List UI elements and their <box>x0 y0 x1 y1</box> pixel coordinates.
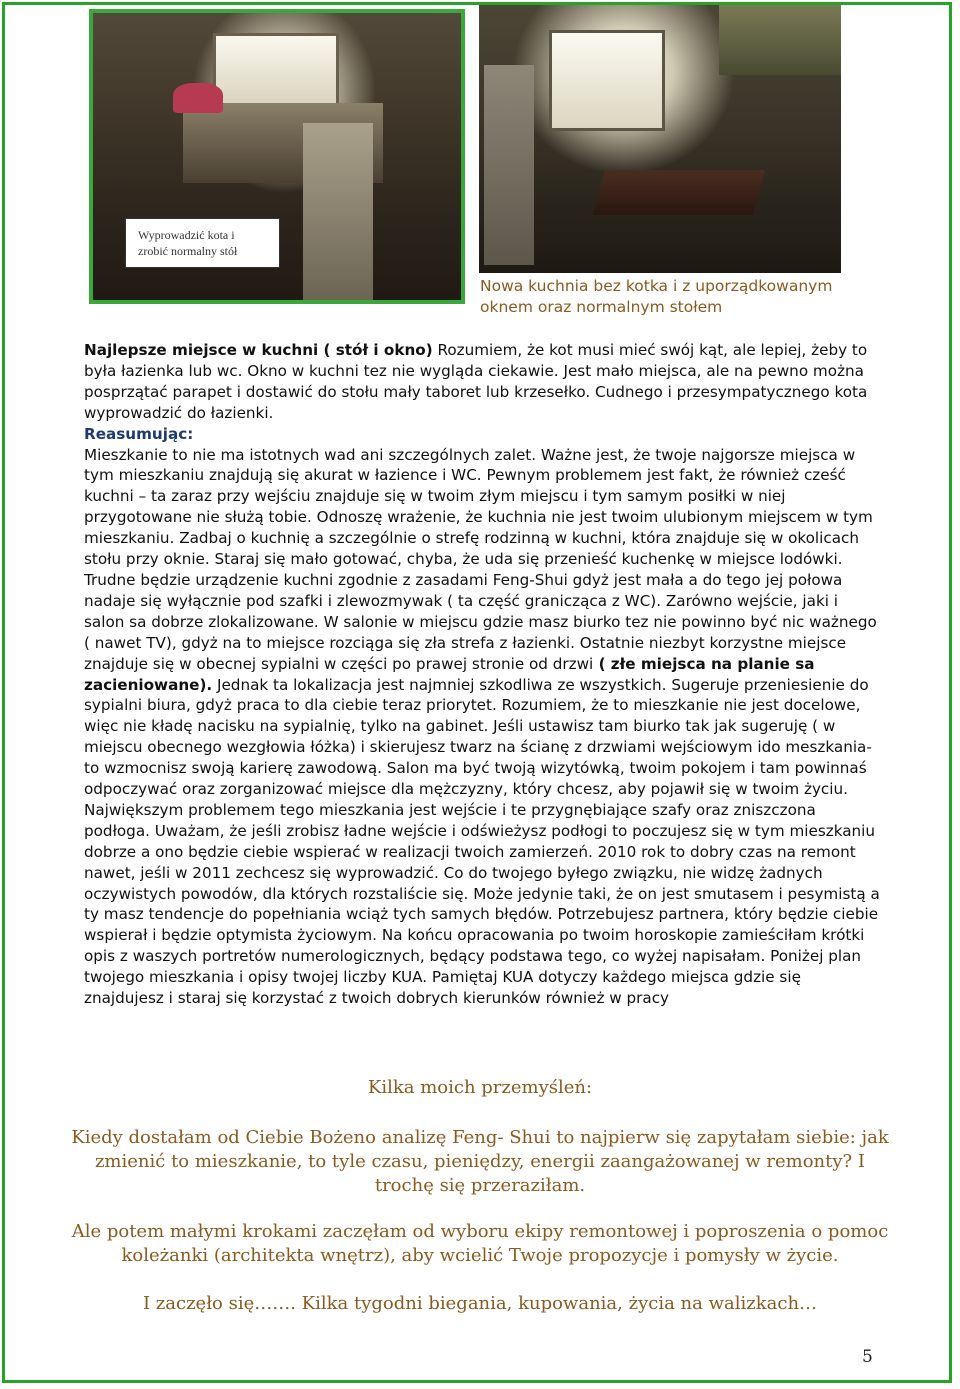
paragraph-text: Jednak ta lokalizacja jest najmniej szkodliwa ze wszystkich. Sugeruje przeniesienie do sypialni biura, gdyż praca to dla ciebie teraz priorytet. Rozumiem, że to mieszkanie nie jest docelowe, więc nie kładę nacisku na sypialnię, tylko na gabinet. Jeśli ustawisz tam biurko tak jak sugeruję ( w miejscu obecnego wezgłowia łóżka) i skierujesz twarz na ścianę z drzwiami wejściowym ido meszkania- to wzmocnisz swoją karierę zawodową. Salon ma być twoją wizytówką, twoim pokojem i tam powinnaś odpoczywać oraz zorganizować miejsce dla mężczyzny, który chcesz, aby pojawił się w twoim życiu. <box>84 675 872 799</box>
kitchen-photo-before <box>89 9 465 304</box>
photo-watering-can <box>173 83 223 113</box>
reflections-paragraph-2: Ale potem małymi krokami zaczęłam od wyboru ekipy remontowej i poproszenia o pomoc koleżanki (architekta wnętrz), aby wcielić Twoje propozycje i pomysły w życie. <box>71 1221 889 1266</box>
reflections-heading: Kilka moich przemyśleń: <box>367 1077 593 1098</box>
paragraph-kitchen <box>84 340 880 424</box>
summary-heading: Reasumując: <box>84 424 194 443</box>
paragraph-entrance: Największym problemem tego mieszkania jest wejście i te przygnębiające szafy oraz zniszczona podłoga. Uważam, że jeśli zrobisz ładne wejście i odświeżysz podłogi to poczujesz się w tym mieszkaniu dobrze a ono będzie ciebie wspierać w realizacji twoich zamierzeń. 2010 rok to dobry czas na remont nawet, jeśli w 2011 zechcesz się wyprowadzić. Co do twojego byłego związku, nie widzę żadnych oczywistych powodów, dla których rozstaliście się. Może jedynie taki, że on jest smutasem i pesymistą a ty masz tendencje do popełniania wciąż tych samych błędów. Potrzebujesz partnera, który będzie ciebie wspierał i będzie optymista życiowym. Na końcu opracowania po twoim horoskopie zamieściłam krótki opis z waszych portretów numerologicznych, będący podstawa tego, co wyżej napisałam. Poniżej plan twojego mieszkania i opisy twojej liczby KUA. Pamiętaj KUA dotyczy każdego miejsca gdzie się znajdujesz i staraj się korzystać z twoich dobrych kierunków również w pracy <box>84 800 880 1008</box>
photo-window <box>213 33 339 109</box>
bold-note: ( złe miejsca na planie sa zacieniowane). <box>84 654 815 694</box>
photo-table <box>593 170 765 215</box>
photo-fridge <box>484 65 534 265</box>
reflections-paragraph-1: Kiedy dostałam od Ciebie Bożeno analizę Feng- Shui to najpierw się zapytałam siebie: jak zmienić to mieszkanie, to tyle czasu, pieniędzy, energii zaangażowanej w remonty? I trochę się przeraziłam. <box>71 1127 889 1196</box>
paragraph-text: Rozumiem, że kot musi mieć swój kąt, ale lepiej, żeby to była łazienka lub wc. Okno w kuchni tez nie wygląda ciekawie. Jest mało miejsca, ale na pewno można posprzątać parapet i dostawić do stołu mały taboret lub krzesełko. Cudnego i przesympatycznego kota wyprowadzić do łazienki. <box>84 341 868 422</box>
reflections-paragraph-3: I zaczęło się……. Kilka tygodni biegania, kupowania, życia na walizkach… <box>142 1293 818 1314</box>
kitchen-photo-after <box>479 5 841 273</box>
bold-lead: Najlepsze miejsce w kuchni ( stół i okno) <box>84 341 433 359</box>
paragraph-summary <box>84 445 880 800</box>
photo-caption-after: Nowa kuchnia bez kotka i z uporządkowanym oknem oraz normalnym stołem <box>480 277 833 316</box>
paragraph-text: Mieszkanie to nie ma istotnych wad ani szczególnych zalet. Ważne jest, że twoje najgorsze miejsca w tym mieszkaniu znajdują się akurat w łazience i WC. Pewnym problemem jest fakt, że również cześć kuchni – ta zaraz przy wejściu znajduje się w twoim złym miejscu i tym samym posiłki w niej przygotowane nie służą tobie. Odnoszę wrażenie, że kuchnia nie jest twoim ulubionym miejscem w tym mieszkaniu. Zadbaj o kuchnię a szczególnie o strefę rodzinną w kuchni, która znajduje się w okolicach stołu przy oknie. Staraj się mało gotować, chyba, że uda się przenieść kuchenkę w miejsce lodówki. Trudne będzie urządzenie kuchni zgodnie z zasadami Feng-Shui gdyż jest mała a do tego jej połowa nadaje się wyłącznie pod szafki i zlewozmywak ( ta część granicząca z WC). Zarówno wejście, jaki i salon sa dobrze zlokalizowane. W salonie w miejscu gdzie masz biurko tez nie powinno być nic ważnego ( nawet TV), gdyż na to miejsce rozciąga się zła strefa z łazienki. Ostatnie niezbyt korzystne miejsce znajduje się w obecnej sypialni w części po prawej stronie od drzwi <box>84 445 877 673</box>
analysis-text <box>84 340 880 1009</box>
photo-cabinet <box>719 5 841 75</box>
photo-caption-before: Wyprowadzić kota i zrobić normalny stół <box>125 218 280 268</box>
page-number: 5 <box>862 1347 873 1367</box>
photo-fridge <box>303 123 373 303</box>
photo-window <box>549 30 665 131</box>
